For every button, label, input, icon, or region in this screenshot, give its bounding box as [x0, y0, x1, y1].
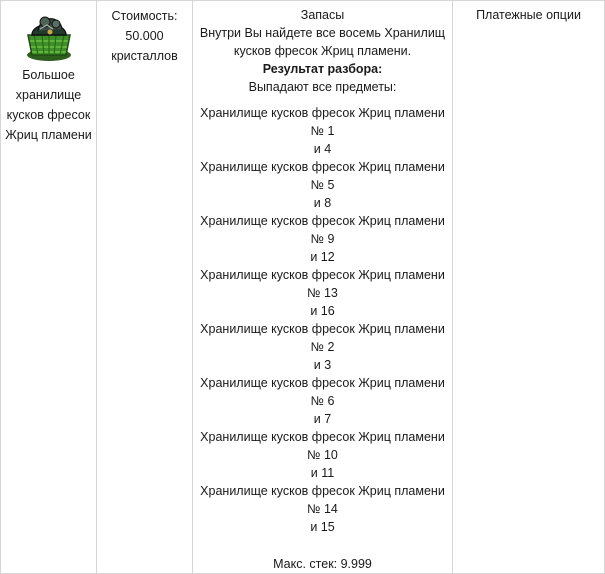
cost-label: Стоимость: [111, 9, 178, 23]
list-item [199, 212, 446, 266]
list-item [199, 482, 446, 536]
list-item [199, 428, 446, 482]
contents-intro-line-1: Внутри Вы найдете все восемь Хранилищ [199, 26, 446, 40]
entries-list [199, 104, 446, 536]
entry-line-1: Хранилище кусков фресок Жриц пламени № 13 [200, 268, 445, 300]
item-name-line-4: Жриц пламени [5, 128, 92, 142]
entry-line-1: Хранилище кусков фресок Жриц пламени № 5 [200, 160, 445, 192]
payment-cell [453, 1, 605, 574]
list-item [199, 266, 446, 320]
entry-line-2: и 7 [313, 412, 332, 426]
list-item [199, 104, 446, 158]
entry-line-2: и 3 [313, 358, 332, 372]
contents-intro-line-2: кусков фресок Жриц пламени. [233, 44, 412, 58]
drop-label: Выпадают все предметы: [248, 80, 397, 94]
entry-line-2: и 4 [313, 142, 332, 156]
result-label: Результат разбора: [262, 62, 383, 76]
contents-cell [193, 1, 453, 574]
entry-line-2: и 12 [310, 250, 335, 264]
item-cell [1, 1, 97, 574]
entry-line-1: Хранилище кусков фресок Жриц пламени № 2 [200, 322, 445, 354]
entry-line-2: и 8 [313, 196, 332, 210]
contents-header: Запасы [300, 8, 345, 22]
list-item [199, 320, 446, 374]
cost-cell [97, 1, 193, 574]
max-stack: Макс. стек: 9.999 [273, 557, 372, 571]
cost-unit: кристаллов [111, 49, 178, 63]
item-name-line-3: кусков фресок [6, 108, 91, 122]
table-row [1, 1, 605, 574]
entry-line-1: Хранилище кусков фресок Жриц пламени № 14 [200, 484, 445, 516]
entry-line-1: Хранилище кусков фресок Жриц пламени № 10 [200, 430, 445, 462]
list-item [199, 158, 446, 212]
item-name-line-2: хранилище [15, 88, 82, 102]
treasure-chest-icon [20, 5, 78, 63]
entry-line-2: и 15 [310, 520, 335, 534]
payment-header: Платежные опции [476, 8, 581, 22]
list-item [199, 374, 446, 428]
entry-line-1: Хранилище кусков фресок Жриц пламени № 6 [200, 376, 445, 408]
entry-line-1: Хранилище кусков фресок Жриц пламени № 9 [200, 214, 445, 246]
entry-line-2: и 11 [310, 466, 335, 480]
entry-line-1: Хранилище кусков фресок Жриц пламени № 1 [200, 106, 445, 138]
item-name-line-1: Большое [22, 68, 75, 82]
entry-line-2: и 16 [310, 304, 335, 318]
cost-value: 50.000 [125, 29, 164, 43]
